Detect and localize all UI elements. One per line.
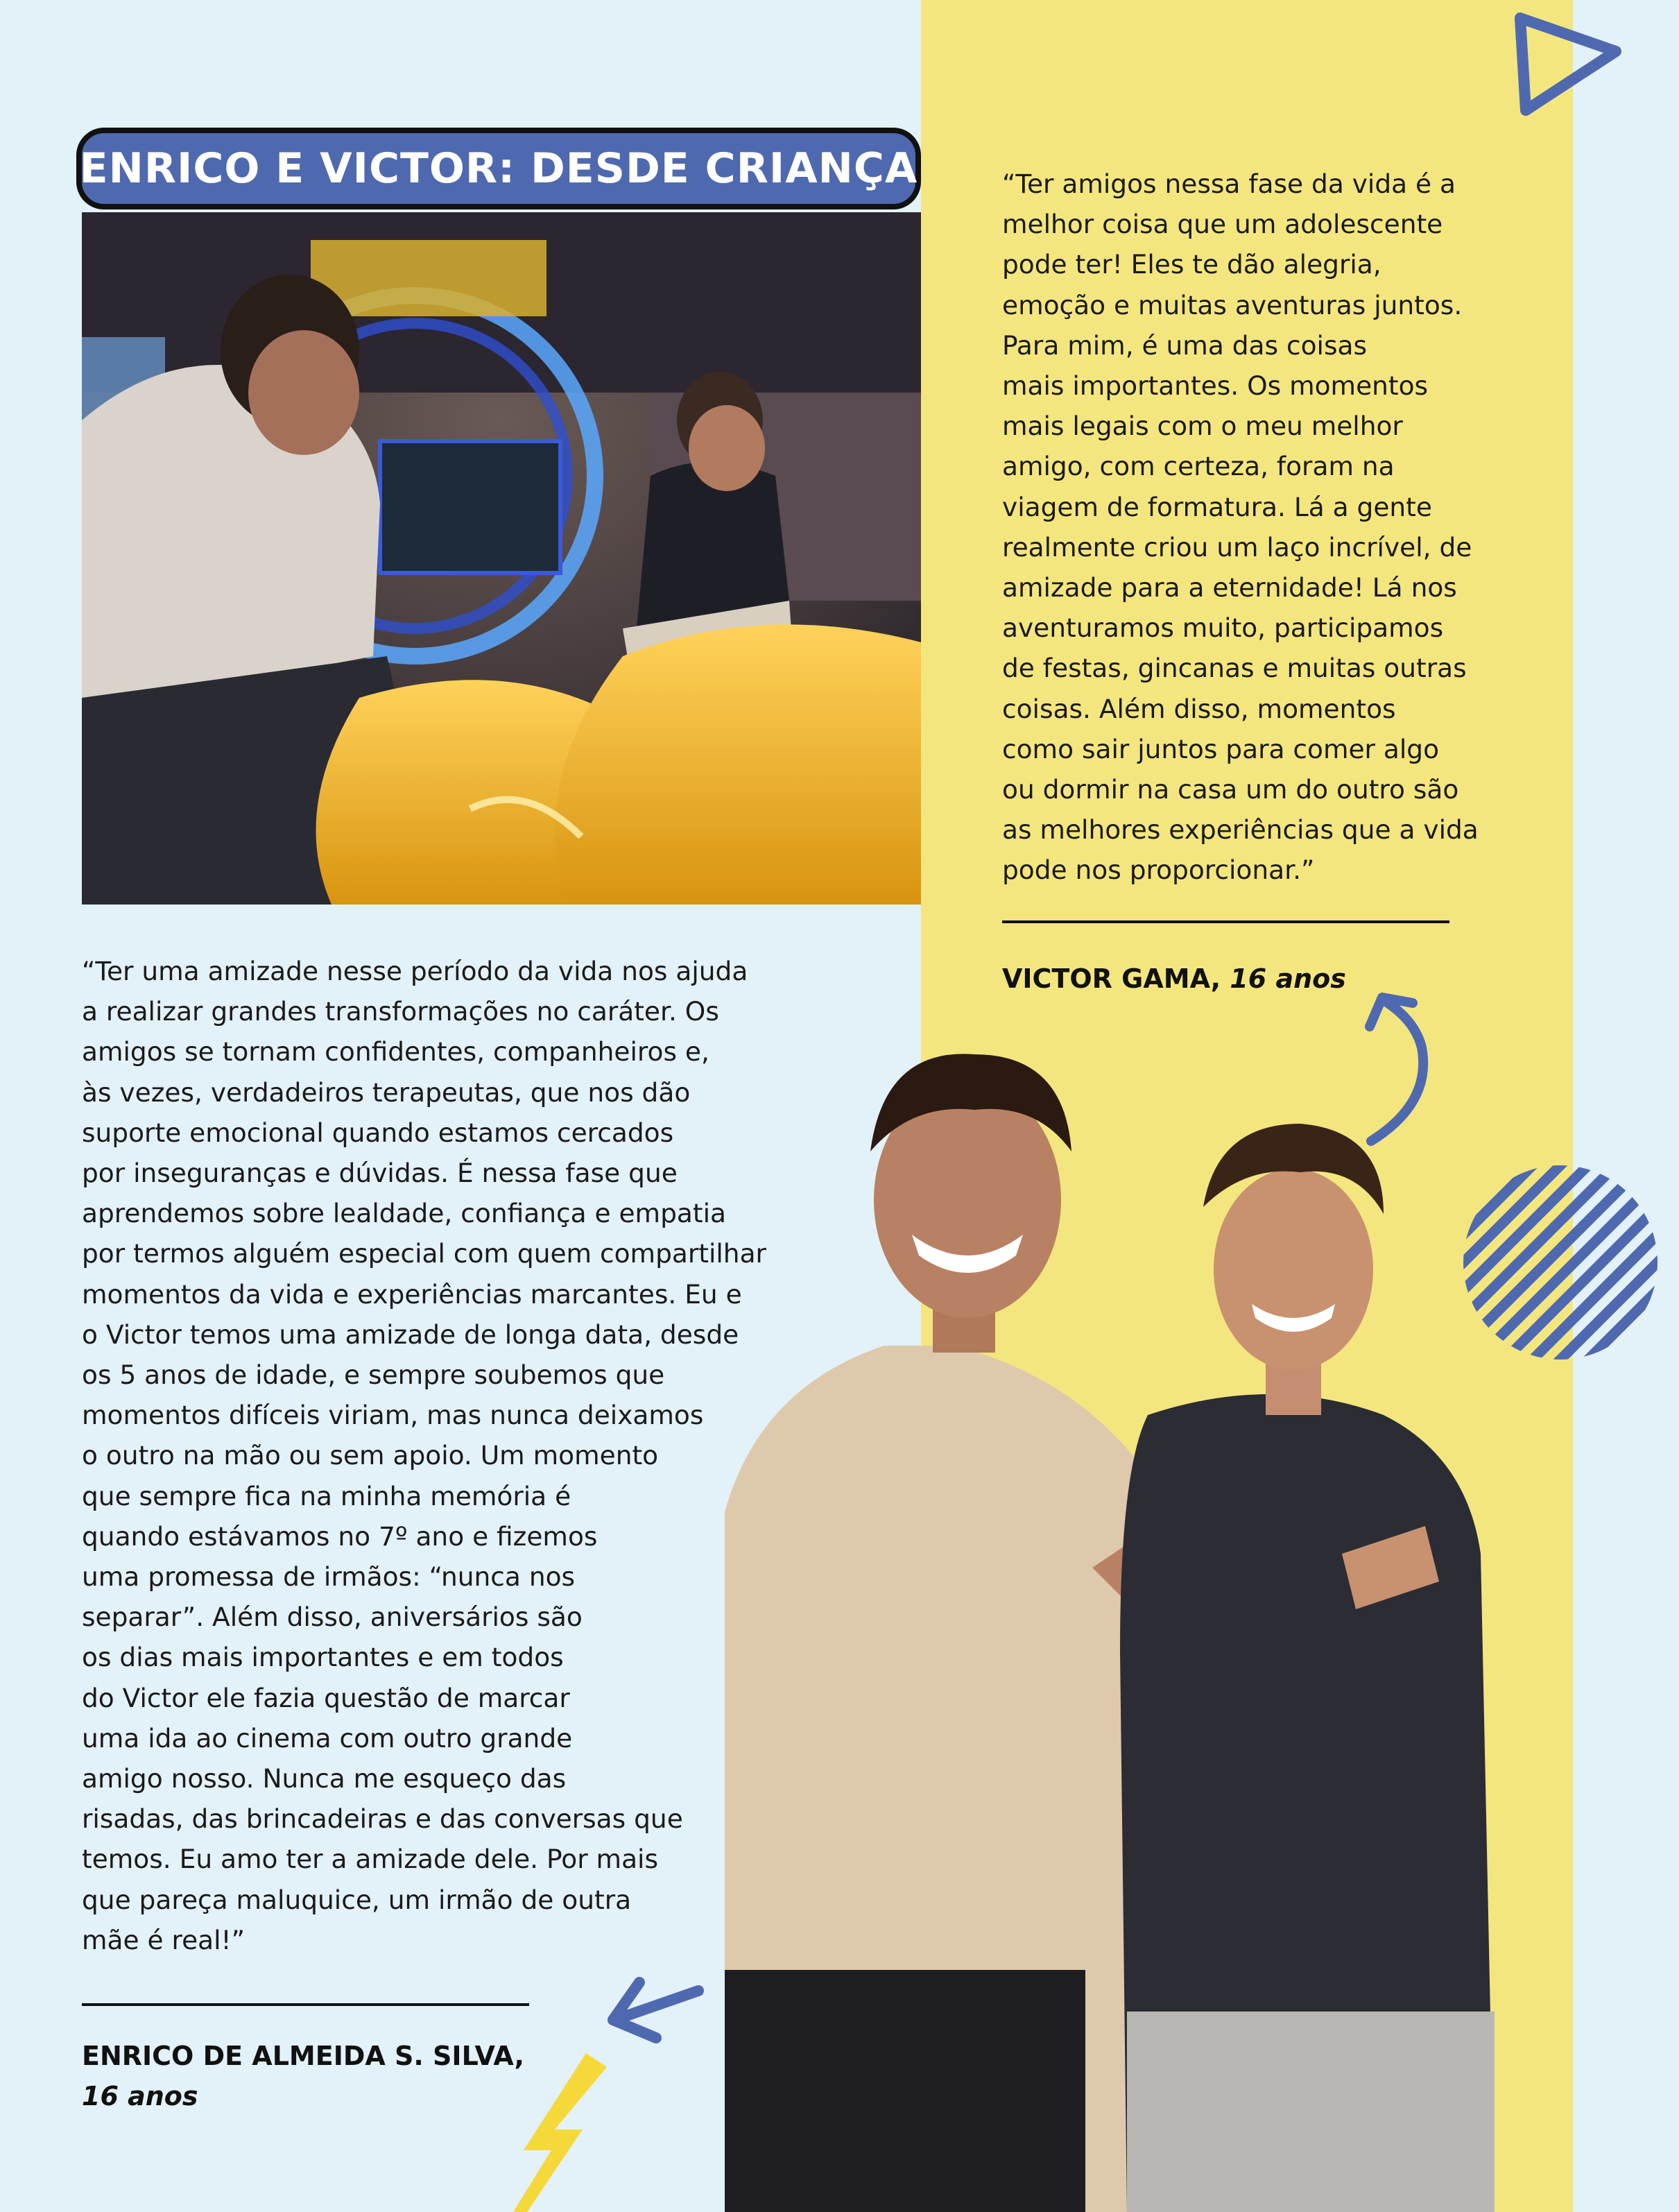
quote-line: por inseguranças e dúvidas. É nessa fase que <box>82 1158 678 1189</box>
quote-line: amigo nosso. Nunca me esqueço das <box>82 1763 567 1794</box>
play-triangle-icon <box>1505 10 1630 121</box>
quote-line: viagem de formatura. Lá a gente <box>1002 491 1432 522</box>
left-arrow-icon <box>598 1970 709 2053</box>
quote-line: do Victor ele fazia questão de marcar <box>82 1682 570 1713</box>
quote-line: “Ter uma amizade nesse período da vida nos ajuda <box>82 956 748 986</box>
enrico-quote <box>82 951 852 1960</box>
divider-line <box>82 2003 529 2006</box>
quote-line: momentos difíceis viriam, mas nunca deixamos <box>82 1400 704 1431</box>
section-title-badge <box>76 128 921 209</box>
quote-line: as melhores experiências que a vida <box>1002 814 1479 846</box>
quote-line: por termos alguém especial com quem compartilhar <box>82 1238 766 1269</box>
quote-line: realmente criou um laço incrível, de <box>1002 531 1472 563</box>
quote-line: como sair juntos para comer algo <box>1002 733 1440 764</box>
quote-line: risadas, das brincadeiras e das conversas que <box>82 1803 683 1835</box>
divider-line <box>1002 920 1449 923</box>
author-age: 16 anos <box>82 2081 198 2111</box>
arcade-photo <box>82 212 921 904</box>
quote-line: os 5 anos de idade, e sempre soubemos que <box>82 1360 665 1391</box>
quote-line: de festas, gincanas e muitas outras <box>1002 653 1467 684</box>
quote-line: às vezes, verdadeiros terapeutas, que nos dão <box>82 1077 691 1108</box>
quote-line: mãe é real!” <box>82 1924 246 1955</box>
quote-line: Para mim, é uma das coisas <box>1002 329 1368 361</box>
quote-line: aventuramos muito, participamos <box>1002 612 1444 644</box>
quote-line: ou dormir na casa um do outro são <box>1002 774 1459 805</box>
quote-line: coisas. Além disso, momentos <box>1002 693 1396 724</box>
victor-signature <box>1002 959 1346 999</box>
quote-line: “Ter amigos nessa fase da vida é a <box>1002 169 1456 199</box>
quote-line: uma promessa de irmãos: “nunca nos <box>82 1561 576 1593</box>
quote-line: aprendemos sobre lealdade, confiança e empatia <box>82 1198 726 1229</box>
quote-line: pode ter! Eles te dão alegria, <box>1002 249 1381 280</box>
quote-line: quando estávamos no 7º ano e fizemos <box>82 1520 598 1552</box>
author-name: ENRICO DE ALMEIDA S. SILVA, <box>82 2041 524 2071</box>
quote-line: mais importantes. Os momentos <box>1002 370 1429 402</box>
striped-circle-icon <box>1456 1158 1664 1366</box>
quote-line: temos. Eu amo ter a amizade dele. Por mais <box>82 1844 659 1875</box>
quote-line: mais legais com o meu melhor <box>1002 411 1403 442</box>
quote-line: amigo, com certeza, foram na <box>1002 451 1395 482</box>
quote-line: os dias mais importantes e em todos <box>82 1642 564 1673</box>
quote-line: que pareça maluquice, um irmão de outra <box>82 1884 632 1915</box>
quote-line: emoção e muitas aventuras juntos. <box>1002 289 1463 320</box>
curved-arrow-icon <box>1356 985 1439 1151</box>
quote-line: uma ida ao cinema com outro grande <box>82 1722 573 1754</box>
quote-line: amigos se tornam confidentes, companheiros e, <box>82 1036 709 1068</box>
section-title: ENRICO E VICTOR: DESDE CRIANÇA <box>79 144 918 193</box>
quote-line: o outro na mão ou sem apoio. Um momento <box>82 1440 659 1471</box>
lightning-bolt-icon <box>513 2053 617 2212</box>
quote-line: momentos da vida e experiências marcantes. Eu e <box>82 1278 742 1310</box>
quote-line: suporte emocional quando estamos cercados <box>82 1117 674 1148</box>
quote-line: o Victor temos uma amizade de longa data, desde <box>82 1319 739 1350</box>
quote-line: amizade para a eternidade! Lá nos <box>1002 572 1457 603</box>
victor-quote <box>1002 164 1543 891</box>
enrico-signature <box>82 2036 567 2116</box>
quote-line: pode nos proporcionar.” <box>1002 855 1315 886</box>
quote-line: que sempre fica na minha memória é <box>82 1480 571 1511</box>
quote-line: separar”. Além disso, aniversários são <box>82 1602 583 1633</box>
author-age: 16 anos <box>1230 963 1346 994</box>
quote-line: melhor coisa que um adolescente <box>1002 209 1443 240</box>
quote-line: a realizar grandes transformações no caráter. Os <box>82 996 719 1027</box>
author-name: VICTOR GAMA, <box>1002 963 1221 994</box>
